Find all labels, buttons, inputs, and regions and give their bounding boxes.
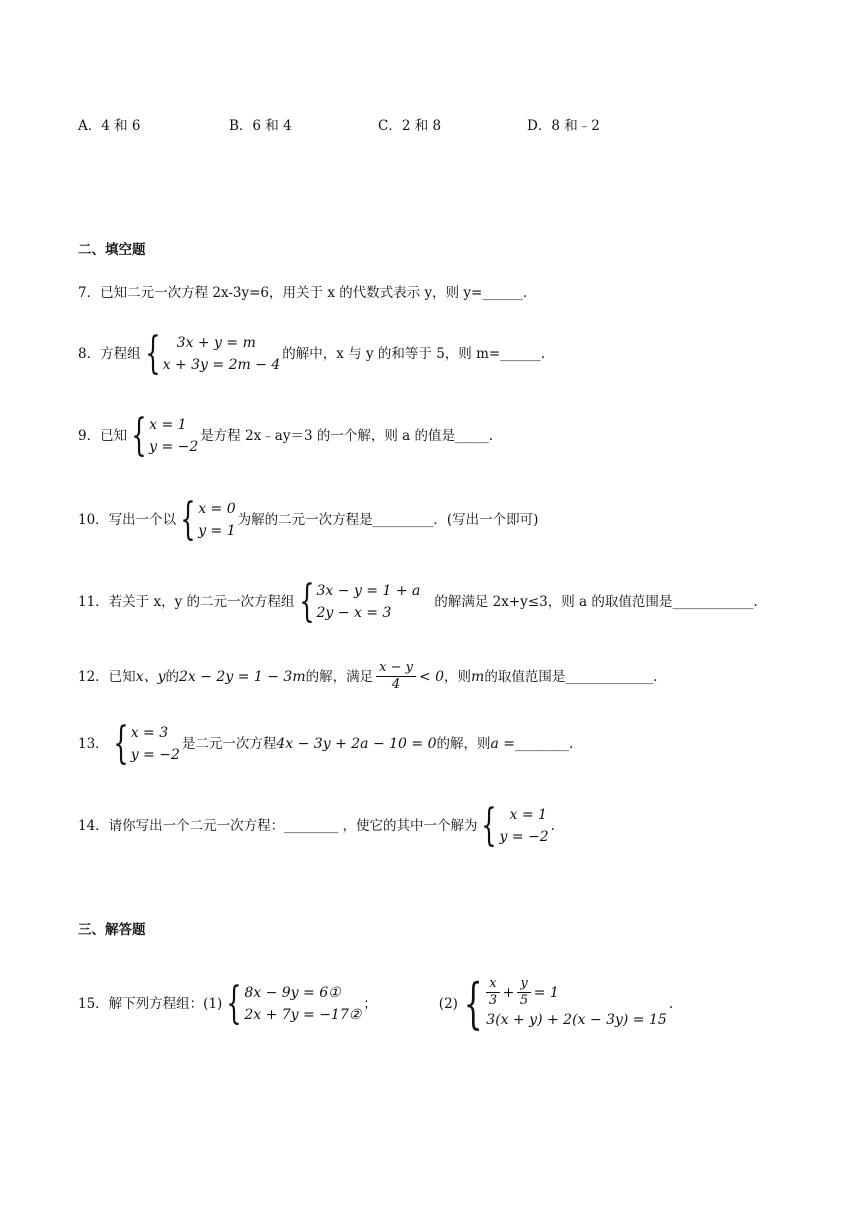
q12-inequality: < 0: [418, 668, 445, 685]
section-heading-solve: 三、解答题: [78, 922, 146, 938]
q10-eq1: x = 0: [198, 501, 236, 517]
q15-frac2-den: 5: [519, 993, 529, 1008]
q15-plus: +: [502, 984, 515, 1001]
brace-symbol: {: [144, 328, 161, 379]
q11-suffix: 的解满足 2x+y≤3，则 a 的取值范围是____________.: [434, 594, 758, 610]
q15-prefix: 15．解下列方程组：(1): [78, 995, 223, 1012]
q13-a: a =: [490, 736, 516, 752]
q12-equation: 2x − 2y = 1 − 3m: [179, 668, 306, 685]
q15-part2-label: (2): [438, 995, 458, 1012]
option-a: A．4 和 6: [78, 118, 141, 134]
brace-symbol: {: [226, 977, 243, 1029]
q11-eq1: 3x − y = 1 + a: [316, 583, 421, 599]
q13-prefix: 13．: [78, 736, 109, 752]
q12-fraction: [376, 660, 416, 693]
q13-mid2: 的解，则: [436, 736, 491, 752]
q15-separator: ；: [363, 995, 377, 1012]
section-heading-fill: 二、填空题: [78, 242, 146, 258]
q12-vars: x、y: [135, 668, 166, 685]
q15-system-1: [224, 977, 362, 1029]
question-8: [78, 328, 800, 379]
q9-solution-system: [129, 410, 199, 461]
q14-suffix: .: [550, 818, 555, 834]
q13-solution-system: [111, 718, 180, 769]
q12-prefix: 12．已知: [78, 668, 136, 685]
q13-eq1: x = 3: [130, 725, 169, 741]
q12-frac-numerator: x − y: [376, 660, 416, 677]
q11-prefix: 11．若关于 x，y 的二元一次方程组: [78, 594, 295, 610]
option-d: D．8 和﹣2: [527, 118, 600, 134]
q12-m: m: [471, 668, 485, 685]
q12-frac-denominator: 4: [391, 677, 401, 692]
q15-eq4: 3(x + y) + 2(x − 3y) = 15: [486, 1012, 667, 1028]
question-9: [78, 410, 800, 461]
q14-solution-system: [479, 800, 549, 851]
q10-eq2: y = 1: [198, 523, 236, 539]
brace-symbol: {: [481, 800, 498, 851]
q9-suffix: 是方程 2x﹣ay＝3 的一个解，则 a 的值是_____.: [200, 428, 494, 444]
question-12: [78, 660, 800, 693]
q12-mid: 的: [165, 668, 179, 685]
q9-prefix: 9．已知: [78, 428, 128, 444]
q8-prefix: 8．方程组: [78, 346, 141, 362]
q9-eq2: y = −2: [149, 439, 199, 455]
q8-eq1: 3x + y = m: [176, 335, 256, 351]
q7-text: 7．已知二元一次方程 2x-3y=6，用关于 x 的代数式表示 y，则 y=______.: [78, 285, 528, 301]
question-11: [78, 576, 800, 627]
option-b: B．6 和 4: [229, 118, 292, 134]
option-c: C．2 和 8: [378, 118, 442, 134]
q8-equation-system: [143, 328, 281, 379]
brace-symbol: {: [131, 410, 147, 461]
q15-system-2: [460, 971, 667, 1035]
q12-suffix: 的取值范围是_____________.: [484, 668, 658, 685]
q13-suffix: ________.: [515, 736, 574, 752]
brace-symbol: {: [180, 494, 196, 545]
brace-symbol: {: [112, 718, 129, 769]
q11-equation-system: [297, 576, 421, 627]
q12-mid3: ，则: [444, 668, 472, 685]
q14-eq1: x = 1: [509, 807, 547, 823]
q11-eq2: 2y − x = 3: [316, 605, 392, 621]
question-13: [78, 718, 800, 769]
q10-solution-system: [178, 494, 236, 545]
q15-eq1: 8x − 9y = 6①: [244, 984, 341, 1001]
q9-eq1: x = 1: [149, 417, 187, 433]
q15-eq2: 2x + 7y = −17②: [244, 1006, 362, 1023]
q10-suffix: 为解的二元一次方程是_________．(写出一个即可): [237, 512, 539, 528]
q15-frac2-num: y: [517, 976, 530, 993]
question-14: [78, 800, 800, 851]
q13-eq2: y = −2: [130, 747, 180, 763]
q12-mid2: 的解，满足: [305, 668, 374, 685]
q15-frac1-num: x: [486, 976, 499, 993]
brace-symbol: {: [463, 971, 483, 1035]
q14-eq2: y = −2: [499, 829, 549, 845]
question-10: [78, 494, 800, 545]
q13-equation: 4x − 3y + 2a − 10 = 0: [276, 736, 437, 752]
q8-suffix: 的解中，x 与 y 的和等于 5，则 m=______.: [282, 346, 545, 362]
question-7: [78, 283, 800, 303]
q15-frac1-den: 3: [488, 993, 498, 1008]
q15-eq3-rhs: = 1: [533, 984, 559, 1001]
question-15: [78, 971, 800, 1035]
q15-end: .: [668, 995, 674, 1012]
brace-symbol: {: [298, 576, 315, 627]
q14-prefix: 14．请你写出一个二元一次方程：________ ，使它的其中一个解为: [78, 818, 478, 834]
q13-mid: 是二元一次方程: [181, 736, 277, 752]
q10-prefix: 10．写出一个以: [78, 512, 177, 528]
q8-eq2: x + 3y = 2m − 4: [162, 357, 281, 373]
